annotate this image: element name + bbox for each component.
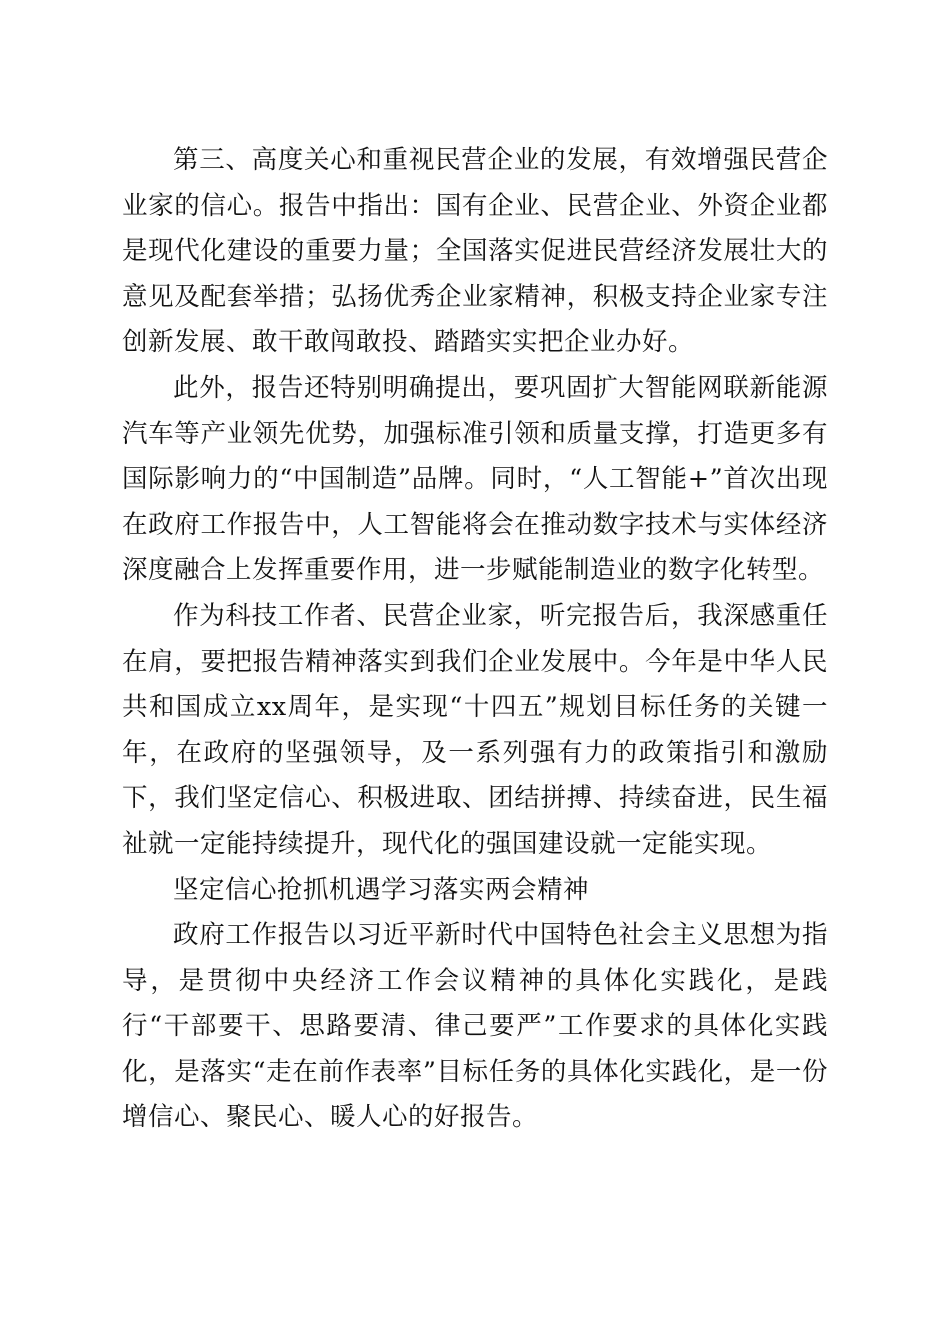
section-heading: 坚定信心抢抓机遇学习落实两会精神 <box>173 874 590 905</box>
document-body <box>122 138 828 1141</box>
paragraph-ai-manufacturing: 此外，报告还特别明确提出，要巩固扩大智能网联新能源汽车等产业领先优势，加强标准引领和质量支撑，打造更多有国际影响力的“中国制造”品牌。同时，“人工智能+”首次出现在政府工作报告中，人工智能将会在推动数字技术与实体经济深度融合上发挥重要作用，进一步赋能制造业的数字化转型。 <box>122 372 828 586</box>
paragraph-private-enterprise: 第三、高度关心和重视民营企业的发展，有效增强民营企业家的信心。报告中指出：国有企业、民营企业、外资企业都是现代化建设的重要力量；全国落实促进民营经济发展壮大的意见及配套举措；弘扬优秀企业家精神，积极支持企业家专注创新发展、敢干敢闯敢投、踏踏实实把企业办好。 <box>122 145 828 358</box>
paragraph-government-report: 政府工作报告以习近平新时代中国特色社会主义思想为指导，是贯彻中央经济工作会议精神的具体化实践化，是践行“干部要干、思路要清、律己要严”工作要求的具体化实践化，是落实“走在前作表率”目标任务的具体化实践化，是一份增信心、聚民心、暖人心的好报告。 <box>122 920 828 1133</box>
paragraph-entrepreneur-reflection: 作为科技工作者、民营企业家，听完报告后，我深感重任在肩，要把报告精神落实到我们企业发展中。今年是中华人民共和国成立xx周年，是实现“十四五”规划目标任务的关键一年，在政府的坚强领导，及一系列强有力的政策指引和激励下，我们坚定信心、积极进取、团结拼搏、持续奋进，民生福祉就一定能持续提升，现代化的强国建设就一定能实现。 <box>122 600 828 859</box>
